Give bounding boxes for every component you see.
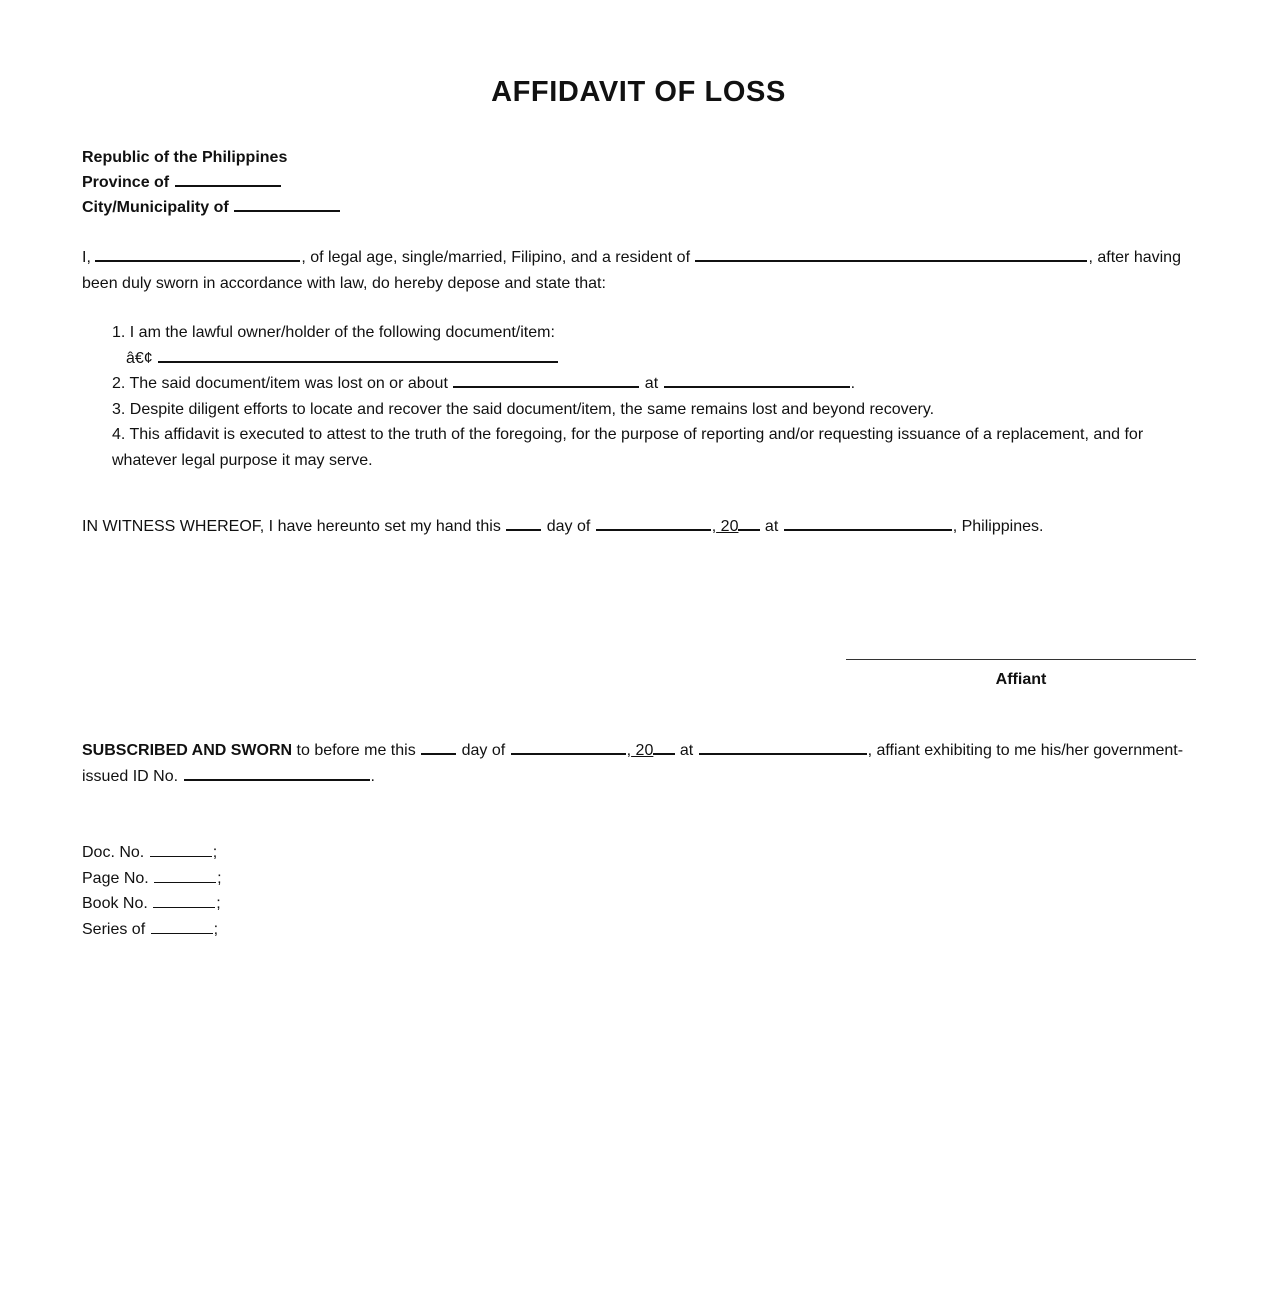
city-line: City/Municipality of (82, 195, 341, 220)
book-no-line: Book No. ; (82, 895, 221, 912)
jurat-month-blank[interactable] (511, 739, 626, 755)
book-no-blank[interactable] (153, 893, 215, 908)
list-item-3: 3. Despite diligent efforts to locate and recover the said document/item, the same remains lost and beyond recovery. (112, 400, 935, 418)
list-item-1-bullet: â€¢ (112, 346, 1182, 372)
witness-year-blank[interactable] (738, 515, 760, 531)
loss-place-blank[interactable] (664, 372, 850, 388)
witness-day-blank[interactable] (506, 515, 541, 531)
jurat-day-blank[interactable] (421, 739, 456, 755)
jurat-year-blank[interactable] (653, 739, 675, 755)
page-no-blank[interactable] (154, 868, 216, 883)
loss-date-blank[interactable] (453, 372, 639, 388)
province-blank[interactable] (175, 171, 281, 187)
series-line: Series of ; (82, 920, 219, 938)
province-line: Province of (82, 170, 282, 195)
jurat-place-blank[interactable] (699, 739, 867, 755)
notarial-register (82, 840, 222, 942)
witness-place-blank[interactable] (784, 515, 952, 531)
jurat-year[interactable]: , 20 (627, 742, 676, 759)
statement-list (112, 320, 1182, 473)
witness-clause: IN WITNESS WHEREOF, I have hereunto set my hand this day of , 20 at , Philippines. (82, 514, 1192, 540)
intro-paragraph: I, , of legal age, single/married, Filipino, and a resident of , after having been duly sworn in accordance with law, do hereby depose and state that: (82, 245, 1192, 296)
residence-blank[interactable] (695, 246, 1087, 262)
document-item-blank[interactable] (158, 347, 558, 363)
city-blank[interactable] (234, 196, 340, 212)
list-item-1: 1. I am the lawful owner/holder of the following document/item: (112, 324, 555, 341)
signature-line[interactable] (846, 659, 1196, 660)
document-title: AFFIDAVIT OF LOSS (491, 76, 786, 108)
government-id-blank[interactable] (184, 765, 370, 781)
doc-no-blank[interactable] (150, 842, 212, 857)
list-item-4: 4. This affidavit is executed to attest to the truth of the foregoing, for the purpose of reporting and/or requesting issuance of a replacement, and for whatever legal purpose it may serve. (112, 426, 1144, 469)
affiant-name-blank[interactable] (95, 246, 300, 262)
page-no-line: Page No. ; (82, 869, 222, 887)
list-item-2: 2. The said document/item was lost on or about at . (112, 371, 1182, 397)
republic-line: Republic of the Philippines (82, 149, 288, 166)
jurat-clause: SUBSCRIBED AND SWORN to before me this day of , 20 at , affiant exhibiting to me his/her government-issued ID No. . (82, 738, 1192, 789)
witness-month-blank[interactable] (596, 515, 711, 531)
witness-year[interactable]: , 20 (712, 518, 761, 535)
affiant-label: Affiant (995, 671, 1047, 688)
doc-no-line: Doc. No. ; (82, 844, 218, 861)
series-blank[interactable] (151, 919, 213, 934)
